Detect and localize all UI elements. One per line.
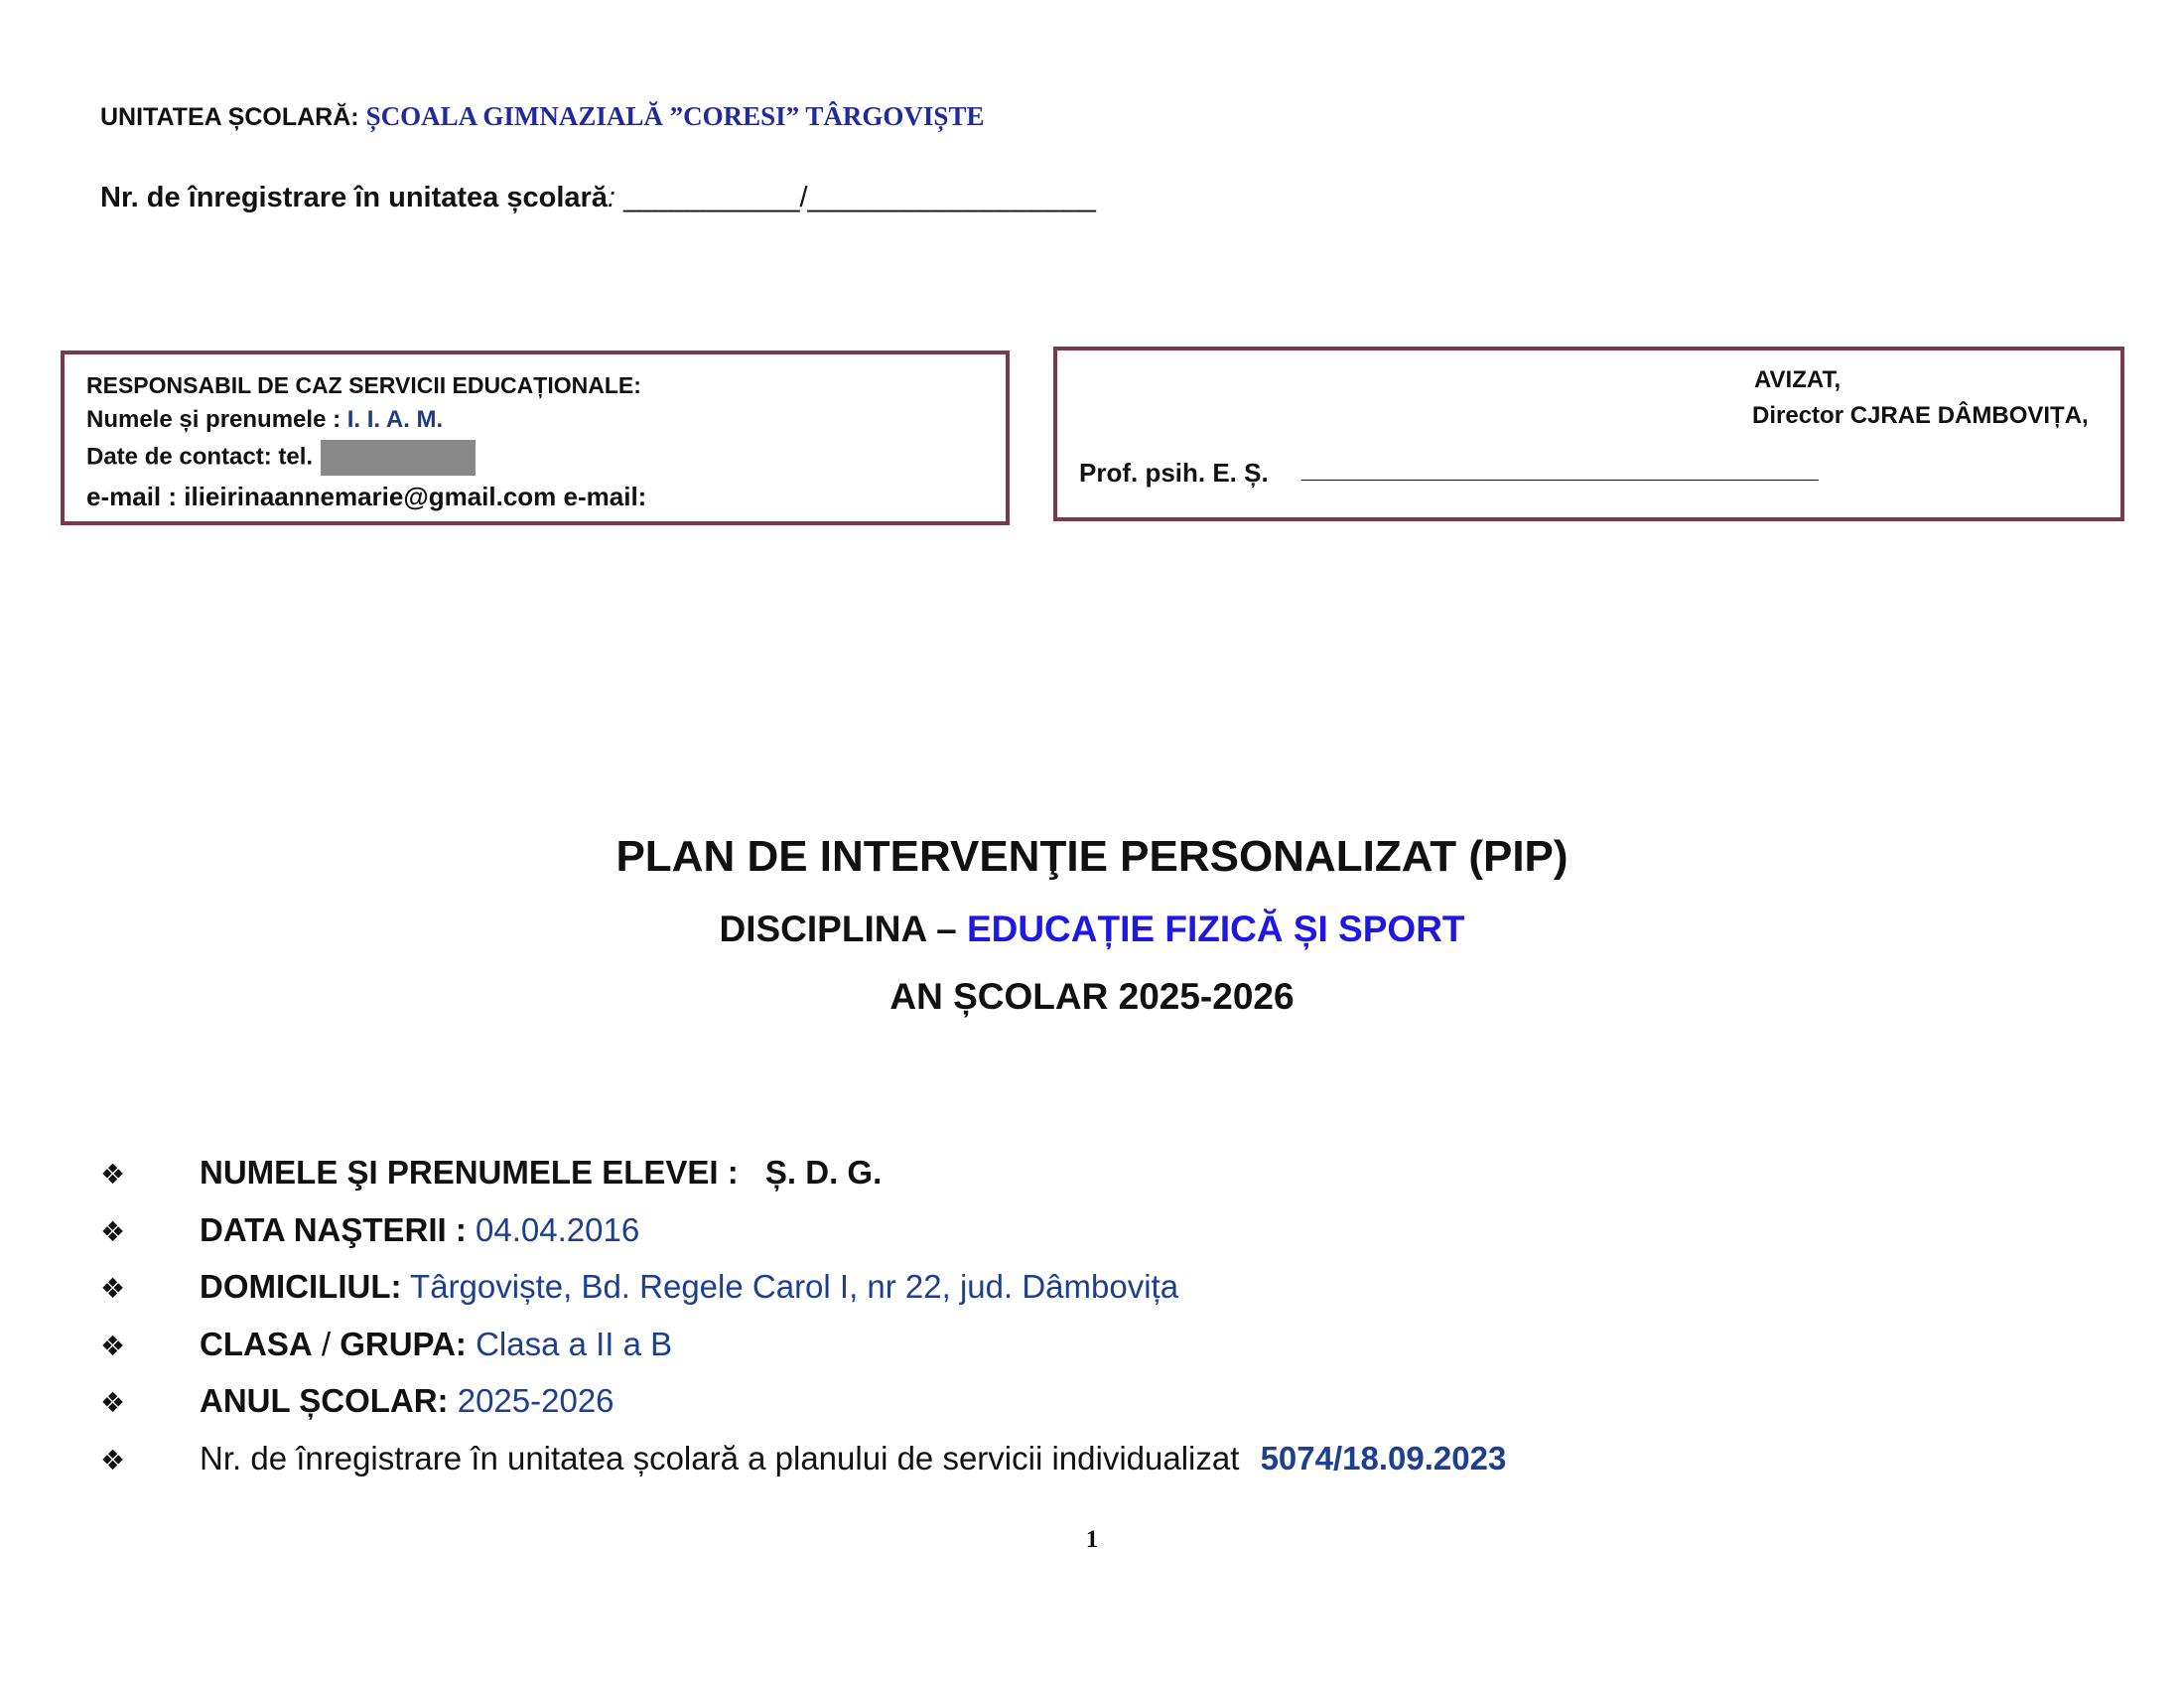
case-email-line: e-mail : ilieirinaannemarie@gmail.com e-mail: bbox=[86, 482, 647, 511]
student-value: Ș. D. G. bbox=[764, 1154, 883, 1191]
plan-registration-text: Nr. de înregistrare în unitatea școlară a planului de servicii individualizat bbox=[200, 1440, 1240, 1477]
address-value: Târgoviște, Bd. Regele Carol I, nr 22, jud. Dâmbovița bbox=[410, 1268, 1179, 1305]
bullet-icon: ❖ bbox=[100, 1158, 126, 1191]
class-label-b: GRUPA: bbox=[340, 1326, 467, 1362]
bullet-icon: ❖ bbox=[100, 1215, 126, 1248]
bullet-icon: ❖ bbox=[100, 1330, 126, 1362]
bullet-icon: ❖ bbox=[100, 1444, 126, 1477]
info-address bbox=[100, 1268, 1178, 1306]
registration-blank: ___________/__________________ bbox=[614, 182, 1096, 213]
school-unit-label: UNITATEA ȘCOLARĂ: bbox=[100, 103, 359, 131]
approval-signature-line: ____________________________________ bbox=[1301, 454, 1819, 484]
redacted-phone bbox=[321, 440, 476, 476]
case-responsible-box bbox=[61, 351, 1010, 525]
case-contact-line bbox=[86, 440, 476, 476]
info-year bbox=[100, 1382, 614, 1420]
registration-label: Nr. de înregistrare în unitatea școlară bbox=[100, 182, 608, 213]
student-label: NUMELE ŞI PRENUMELE ELEVEI : bbox=[200, 1154, 739, 1191]
info-birth bbox=[100, 1211, 639, 1249]
registration-line bbox=[100, 182, 1096, 214]
case-name-value: I. I. A. M. bbox=[346, 406, 444, 433]
class-value: Clasa a II a B bbox=[476, 1326, 673, 1362]
registration-colon: : bbox=[607, 182, 615, 213]
info-class bbox=[100, 1326, 672, 1363]
discipline-value: EDUCAȚIE FIZICĂ ȘI SPORT bbox=[966, 909, 1465, 949]
birth-value: 04.04.2016 bbox=[476, 1211, 640, 1248]
bullet-icon: ❖ bbox=[100, 1272, 126, 1305]
birth-label: DATA NAŞTERII : bbox=[200, 1211, 467, 1248]
approval-prof-label: Prof. psih. E. Ș. bbox=[1079, 458, 1269, 488]
page-number: 1 bbox=[1085, 1526, 1099, 1553]
document-title: PLAN DE INTERVENŢIE PERSONALIZAT (PIP) bbox=[615, 832, 1569, 881]
approval-director: Director CJRAE DÂMBOVIȚA, bbox=[1752, 402, 2089, 429]
case-name-line bbox=[86, 406, 443, 434]
info-student bbox=[100, 1154, 882, 1192]
discipline-label: DISCIPLINA – bbox=[719, 909, 967, 949]
case-contact-label: Date de contact: tel. bbox=[86, 443, 314, 471]
plan-registration-value: 5074/18.09.2023 bbox=[1260, 1440, 1507, 1477]
school-year-title: AN ȘCOLAR 2025-2026 bbox=[889, 976, 1295, 1017]
bullet-icon: ❖ bbox=[100, 1386, 126, 1419]
discipline-line bbox=[0, 909, 2184, 950]
approval-box bbox=[1053, 347, 2124, 521]
school-unit-name: ȘCOALA GIMNAZIALĂ ”CORESI” TÂRGOVIȘTE bbox=[365, 101, 985, 131]
year-label: ANUL ȘCOLAR: bbox=[200, 1382, 449, 1419]
school-unit-line bbox=[100, 101, 984, 132]
info-plan-registration bbox=[100, 1440, 1506, 1477]
case-name-label: Numele și prenumele : bbox=[86, 406, 341, 433]
approval-avizat: AVIZAT, bbox=[1754, 366, 1842, 393]
address-label: DOMICILIUL: bbox=[200, 1268, 402, 1305]
case-responsible-heading: RESPONSABIL DE CAZ SERVICII EDUCAȚIONALE: bbox=[86, 372, 641, 398]
year-value: 2025-2026 bbox=[457, 1382, 614, 1419]
class-separator: / bbox=[312, 1326, 341, 1362]
class-label-a: CLASA bbox=[200, 1326, 313, 1362]
